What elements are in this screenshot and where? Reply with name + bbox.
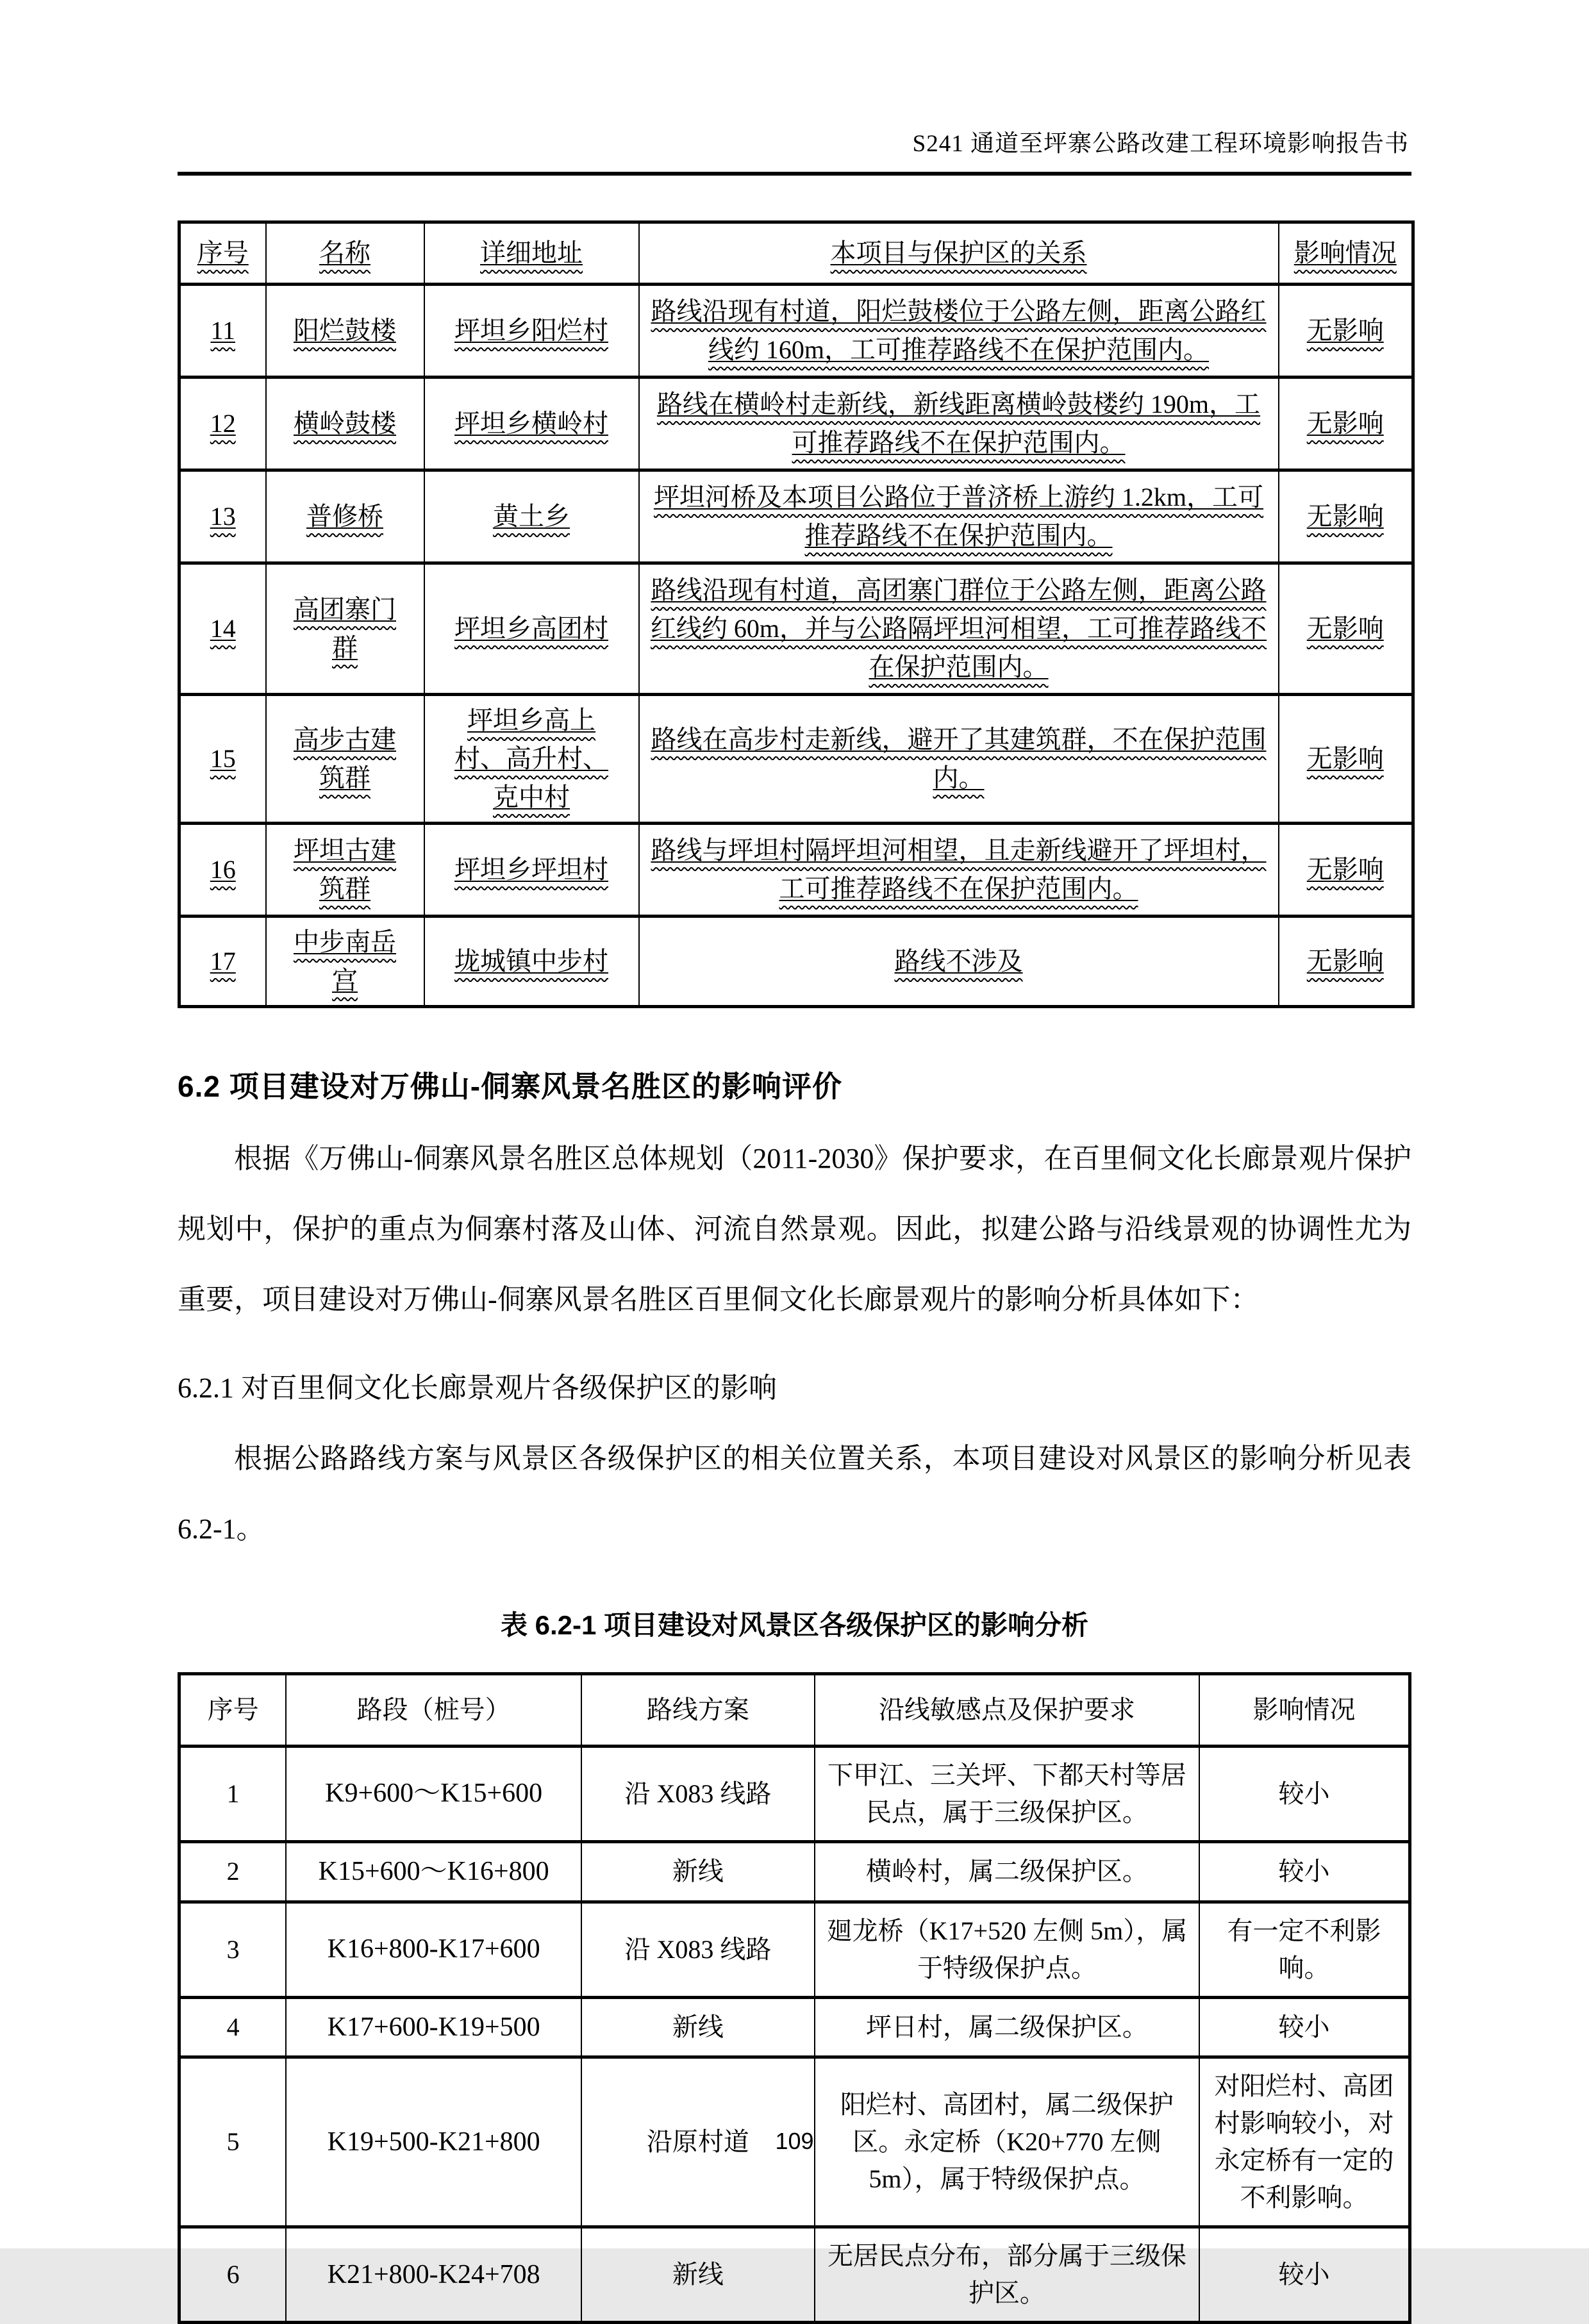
section-6-2-paragraph: 根据《万佛山-侗寨风景名胜区总体规划（2011-2030》保护要求，在百里侗文化长廊景观片保护规划中，保护的重点为侗寨村落及山体、河流自然景观。因此，拟建公路与沿线景观的协调性尤为重要，项目建设对万佛山-侗寨风景名胜区百里侗文化长廊景观片的影响分析具体如下： bbox=[178, 1142, 1411, 1315]
header-rule bbox=[178, 172, 1411, 176]
cell-name: 中步南岳宫 bbox=[266, 916, 424, 1006]
cell-name: 阳烂鼓楼 bbox=[266, 284, 424, 377]
cell-address: 坪坦乡高上村、高升村、克中村 bbox=[424, 694, 639, 823]
cell-address: 坪坦乡坪坦村 bbox=[424, 823, 639, 916]
cell-no: 2 bbox=[179, 1841, 287, 1902]
table-row bbox=[179, 377, 1413, 470]
table-row bbox=[179, 563, 1413, 694]
cell-segment: K21+800-K24+708 bbox=[286, 2227, 581, 2323]
table-row bbox=[179, 916, 1413, 1006]
page-number: 109 bbox=[775, 2128, 814, 2154]
cell-address: 垅城镇中步村 bbox=[424, 916, 639, 1006]
cell-impact: 较小 bbox=[1199, 1841, 1410, 1902]
cell-segment: K17+600-K19+500 bbox=[286, 1997, 581, 2057]
col-header-impact: 影响情况 bbox=[1279, 222, 1413, 284]
cell-no: 12 bbox=[179, 377, 266, 470]
cell-no: 13 bbox=[179, 470, 266, 563]
cell-relation: 路线与坪坦村隔坪坦河相望，且走新线避开了坪坦村，工可推荐路线不在保护范围内。 bbox=[639, 823, 1279, 916]
page-content bbox=[178, 0, 1411, 2324]
cell-name: 高团寨门群 bbox=[266, 563, 424, 694]
cell-name: 横岭鼓楼 bbox=[266, 377, 424, 470]
cell-no: 3 bbox=[179, 1902, 287, 1997]
cell-relation: 路线在高步村走新线，避开了其建筑群，不在保护范围内。 bbox=[639, 694, 1279, 823]
cell-relation: 坪坦河桥及本项目公路位于普济桥上游约 1.2km，工可推荐路线不在保护范围内。 bbox=[639, 470, 1279, 563]
cell-no: 4 bbox=[179, 1997, 287, 2057]
cell-impact: 较小 bbox=[1199, 2227, 1410, 2323]
cell-impact: 对阳烂村、高团村影响较小，对永定桥有一定的不利影响。 bbox=[1199, 2057, 1410, 2227]
cell-no: 17 bbox=[179, 916, 266, 1006]
cell-no: 15 bbox=[179, 694, 266, 823]
cell-no: 16 bbox=[179, 823, 266, 916]
cell-address: 坪坦乡高团村 bbox=[424, 563, 639, 694]
cell-impact: 无影响 bbox=[1279, 694, 1413, 823]
cell-impact: 无影响 bbox=[1279, 823, 1413, 916]
cell-segment: K15+600～K16+800 bbox=[286, 1841, 581, 1902]
col-header-scheme: 路线方案 bbox=[581, 1673, 815, 1746]
cell-scheme: 新线 bbox=[581, 2227, 815, 2323]
cell-no: 5 bbox=[179, 2057, 287, 2227]
cell-no: 1 bbox=[179, 1746, 287, 1841]
col-header-sensitive: 沿线敏感点及保护要求 bbox=[815, 1673, 1199, 1746]
cell-relation: 路线在横岭村走新线，新线距离横岭鼓楼约 190m，工可推荐路线不在保护范围内。 bbox=[639, 377, 1279, 470]
col-header-address: 详细地址 bbox=[424, 222, 639, 284]
table-header-row bbox=[179, 1673, 1410, 1746]
cell-address: 坪坦乡阳烂村 bbox=[424, 284, 639, 377]
cell-sensitive: 坪日村，属二级保护区。 bbox=[815, 1997, 1199, 2057]
cell-sensitive: 下甲江、三关坪、下都天村等居民点，属于三级保护区。 bbox=[815, 1746, 1199, 1841]
col-header-name: 名称 bbox=[266, 222, 424, 284]
cell-sensitive: 无居民点分布，部分属于三级保护区。 bbox=[815, 2227, 1199, 2323]
table-row bbox=[179, 1746, 1410, 1841]
cell-scheme: 沿 X083 线路 bbox=[581, 1746, 815, 1841]
cell-name: 坪坦古建筑群 bbox=[266, 823, 424, 916]
cell-name: 普修桥 bbox=[266, 470, 424, 563]
table-row bbox=[179, 2227, 1410, 2323]
cell-scheme: 沿原村道 bbox=[581, 2057, 815, 2227]
section-heading-6-2-1: 6.2.1 对百里侗文化长廊景观片各级保护区的影响 bbox=[178, 1372, 777, 1404]
cell-scheme: 新线 bbox=[581, 1997, 815, 2057]
cell-impact: 无影响 bbox=[1279, 470, 1413, 563]
cell-relation: 路线沿现有村道，高团寨门群位于公路左侧，距离公路红线约 60m，并与公路隔坪坦河相望，工可推荐路线不在保护范围内。 bbox=[639, 563, 1279, 694]
col-header-segment: 路段（桩号） bbox=[286, 1673, 581, 1746]
cell-sensitive: 横岭村，属二级保护区。 bbox=[815, 1841, 1199, 1902]
table-row bbox=[179, 1997, 1410, 2057]
table-row bbox=[179, 470, 1413, 563]
cell-impact: 较小 bbox=[1199, 1746, 1410, 1841]
cell-relation: 路线不涉及 bbox=[639, 916, 1279, 1006]
table-row bbox=[179, 823, 1413, 916]
heritage-protection-table bbox=[178, 220, 1415, 1008]
cell-impact: 有一定不利影响。 bbox=[1199, 1902, 1410, 1997]
cell-segment: K9+600～K15+600 bbox=[286, 1746, 581, 1841]
table-header-row bbox=[179, 222, 1413, 284]
col-header-no: 序号 bbox=[179, 222, 266, 284]
section-heading-6-2: 6.2 项目建设对万佛山-侗寨风景名胜区的影响评价 bbox=[178, 1069, 843, 1103]
cell-address: 黄土乡 bbox=[424, 470, 639, 563]
cell-impact: 无影响 bbox=[1279, 916, 1413, 1006]
cell-address: 坪坦乡横岭村 bbox=[424, 377, 639, 470]
table-row bbox=[179, 694, 1413, 823]
cell-impact: 无影响 bbox=[1279, 284, 1413, 377]
cell-sensitive: 廻龙桥（K17+520 左侧 5m），属于特级保护点。 bbox=[815, 1902, 1199, 1997]
cell-impact: 较小 bbox=[1199, 1997, 1410, 2057]
table-row bbox=[179, 1841, 1410, 1902]
section-6-2-1-paragraph: 根据公路路线方案与风景区各级保护区的相关位置关系，本项目建设对风景区的影响分析见表 6.2-1。 bbox=[178, 1442, 1411, 1545]
cell-segment: K16+800-K17+600 bbox=[286, 1902, 581, 1997]
cell-sensitive: 阳烂村、高团村，属二级保护区。永定桥（K20+770 左侧 5m），属于特级保护点。 bbox=[815, 2057, 1199, 2227]
cell-impact: 无影响 bbox=[1279, 377, 1413, 470]
scenic-area-impact-table bbox=[178, 1672, 1411, 2324]
cell-segment: K19+500-K21+800 bbox=[286, 2057, 581, 2227]
cell-relation: 路线沿现有村道，阳烂鼓楼位于公路左侧，距离公路红线约 160m，工可推荐路线不在保护范围内。 bbox=[639, 284, 1279, 377]
col-header-no: 序号 bbox=[179, 1673, 287, 1746]
running-header-title: S241 通道至坪寨公路改建工程环境影响报告书 bbox=[912, 131, 1409, 157]
cell-name: 高步古建筑群 bbox=[266, 694, 424, 823]
col-header-impact: 影响情况 bbox=[1199, 1673, 1410, 1746]
col-header-relation: 本项目与保护区的关系 bbox=[639, 222, 1279, 284]
table-row bbox=[179, 1902, 1410, 1997]
cell-no: 11 bbox=[179, 284, 266, 377]
cell-scheme: 沿 X083 线路 bbox=[581, 1902, 815, 1997]
cell-impact: 无影响 bbox=[1279, 563, 1413, 694]
table-row bbox=[179, 284, 1413, 377]
table-6-2-1-title: 表 6.2-1 项目建设对风景区各级保护区的影响分析 bbox=[500, 1609, 1089, 1640]
cell-no: 14 bbox=[179, 563, 266, 694]
cell-scheme: 新线 bbox=[581, 1841, 815, 1902]
cell-no: 6 bbox=[179, 2227, 287, 2323]
